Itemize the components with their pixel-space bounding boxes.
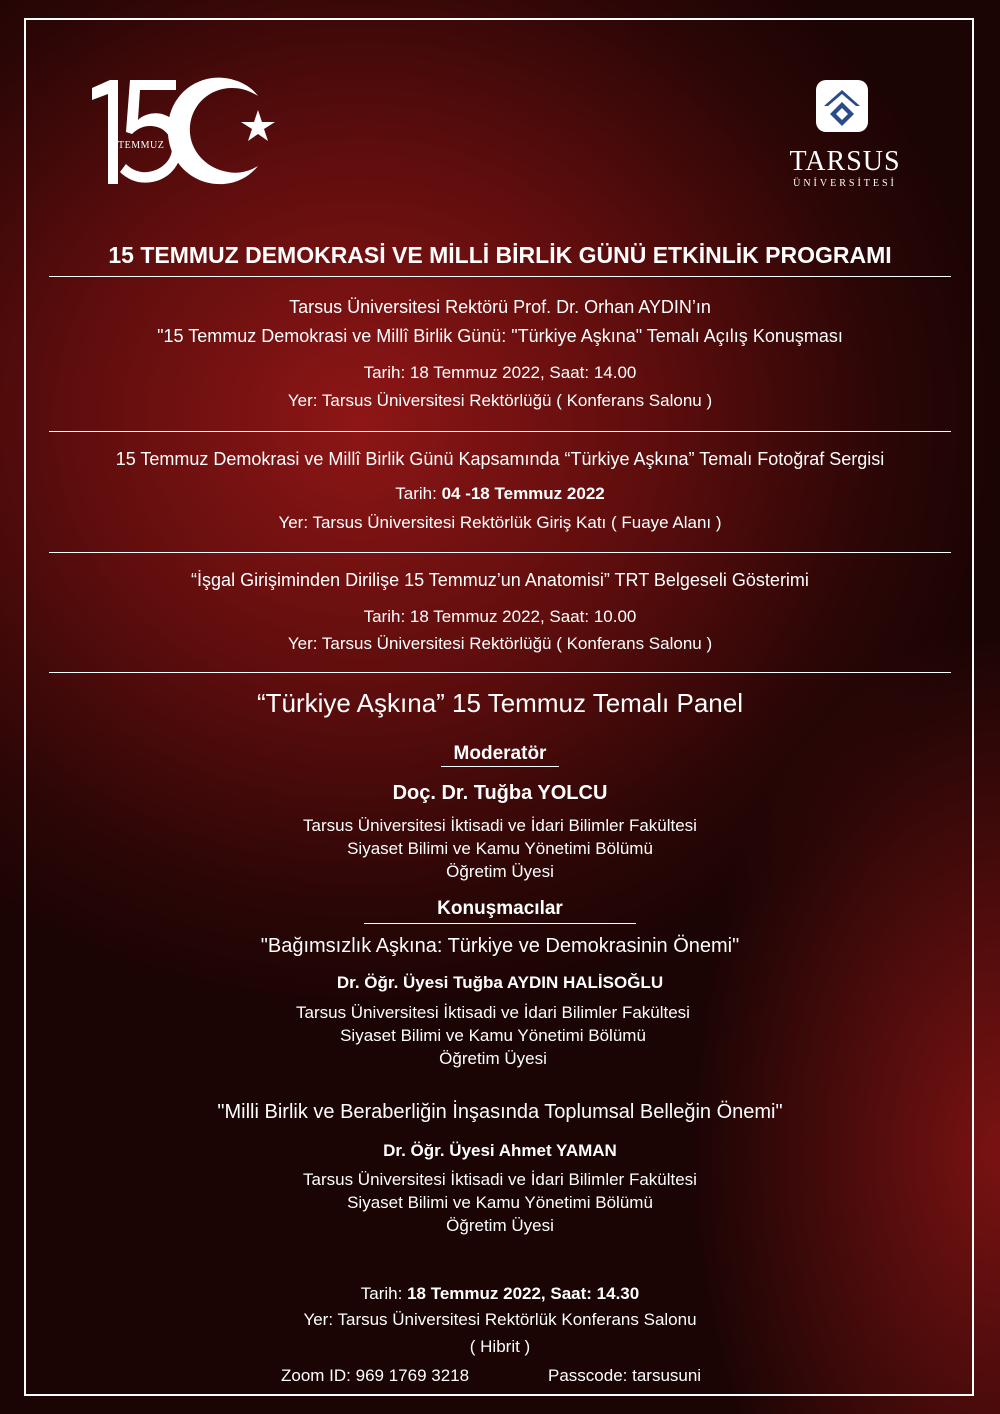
- zoom-passcode: Passcode: tarsusuni: [548, 1366, 702, 1385]
- panel-place: Yer: Tarsus Üniversitesi Rektörlük Konferans Salonu: [303, 1310, 697, 1329]
- event2-date: [0, 484, 1000, 504]
- panel-date-value: 18 Temmuz 2022, Saat: 14.30: [407, 1284, 640, 1303]
- logo-temmuz-text: TEMMUZ: [118, 140, 165, 151]
- divider: [49, 276, 951, 277]
- event3-date: Tarih: 18 Temmuz 2022, Saat: 10.00: [363, 607, 637, 626]
- logo-tarsus-subtitle: ÜNİVERSİTESİ: [793, 178, 897, 189]
- speaker1-faculty: Tarsus Üniversitesi İktisadi ve İdari Bilimler Fakültesi: [296, 1003, 690, 1022]
- zoom-id: Zoom ID: 969 1769 3218: [281, 1366, 470, 1385]
- event1-line1: Tarsus Üniversitesi Rektörü Prof. Dr. Orhan AYDIN’ın: [289, 297, 711, 317]
- event3-line1: “İşgal Girişiminden Dirilişe 15 Temmuz’un Anatomisi” TRT Belgeseli Gösterimi: [191, 570, 809, 590]
- event2-date-value: 04 -18 Temmuz 2022: [441, 484, 605, 503]
- panel-date: [0, 1284, 1000, 1304]
- tarsus-university-logo: [780, 80, 910, 192]
- moderator-faculty: Tarsus Üniversitesi İktisadi ve İdari Bilimler Fakültesi: [303, 816, 697, 835]
- speaker2-talk: "Milli Birlik ve Beraberliğin İnşasında Toplumsal Belleğin Önemi": [217, 1101, 783, 1123]
- panel-date-label: Tarih:: [360, 1284, 408, 1303]
- event2-date-label: Tarih:: [395, 484, 442, 503]
- logo-tarsus-name: TARSUS: [789, 146, 901, 177]
- event1-line2: "15 Temmuz Demokrasi ve Millî Birlik Günü: "Türkiye Aşkına" Temalı Açılış Konuşması: [157, 326, 843, 346]
- moderator-role: Öğretim Üyesi: [446, 862, 554, 881]
- moderator-department: Siyaset Bilimi ve Kamu Yönetimi Bölümü: [347, 839, 653, 858]
- event2-place: Yer: Tarsus Üniversitesi Rektörlük Giriş Katı ( Fuaye Alanı ): [278, 513, 722, 532]
- speaker2-name: Dr. Öğr. Üyesi Ahmet YAMAN: [383, 1141, 617, 1160]
- speakers-underline: [364, 923, 636, 924]
- divider: [49, 431, 951, 432]
- speaker2-department: Siyaset Bilimi ve Kamu Yönetimi Bölümü: [347, 1193, 653, 1212]
- moderator-underline: [441, 766, 559, 767]
- divider: [49, 552, 951, 553]
- speaker1-role: Öğretim Üyesi: [439, 1049, 547, 1068]
- speakers-heading: Konuşmacılar: [437, 898, 563, 919]
- event3-place: Yer: Tarsus Üniversitesi Rektörlüğü ( Konferans Salonu ): [287, 634, 713, 653]
- moderator-heading: Moderatör: [453, 743, 547, 764]
- divider: [49, 672, 951, 673]
- program-title: 15 TEMMUZ DEMOKRASİ VE MİLLİ BİRLİK GÜNÜ ETKİNLİK PROGRAMI: [108, 242, 892, 268]
- speaker1-department: Siyaset Bilimi ve Kamu Yönetimi Bölümü: [340, 1026, 646, 1045]
- moderator-name: Doç. Dr. Tuğba YOLCU: [392, 782, 608, 804]
- panel-mode: ( Hibrit ): [469, 1337, 531, 1356]
- event1-date: Tarih: 18 Temmuz 2022, Saat: 14.00: [363, 363, 637, 382]
- speaker1-talk: "Bağımsızlık Aşkına: Türkiye ve Demokrasinin Önemi": [260, 935, 740, 957]
- speaker2-faculty: Tarsus Üniversitesi İktisadi ve İdari Bilimler Fakültesi: [303, 1170, 697, 1189]
- event1-place: Yer: Tarsus Üniversitesi Rektörlüğü ( Konferans Salonu ): [287, 391, 713, 410]
- speaker1-name: Dr. Öğr. Üyesi Tuğba AYDIN HALİSOĞLU: [336, 973, 664, 992]
- 15-temmuz-logo: [88, 76, 278, 188]
- speaker2-role: Öğretim Üyesi: [446, 1216, 554, 1235]
- panel-title: “Türkiye Aşkına” 15 Temmuz Temalı Panel: [256, 688, 743, 718]
- event2-line1: 15 Temmuz Demokrasi ve Millî Birlik Günü Kapsamında “Türkiye Aşkına” Temalı Fotoğraf Sergisi: [115, 449, 885, 469]
